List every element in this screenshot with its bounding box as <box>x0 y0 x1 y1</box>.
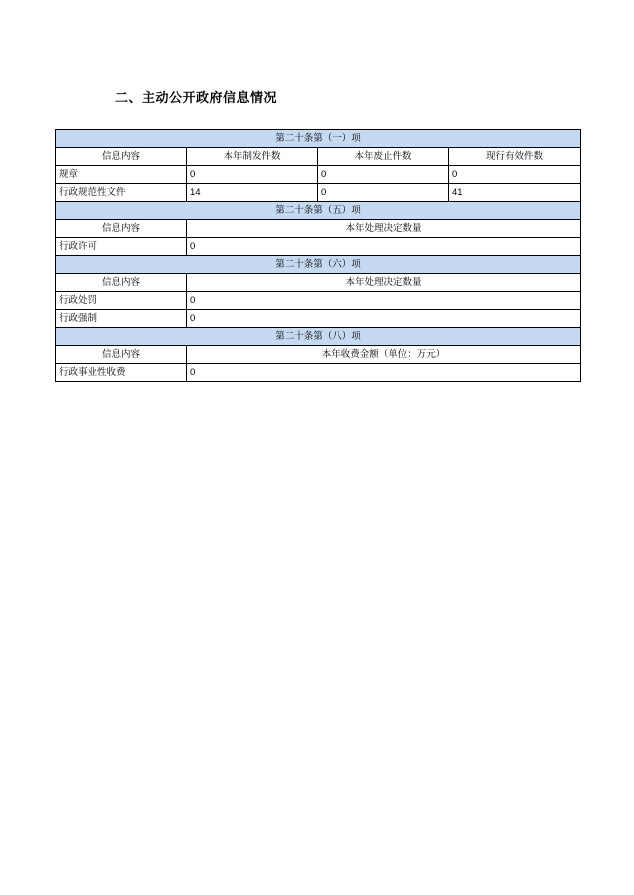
fee-value: 0 <box>187 364 581 382</box>
decision-value: 0 <box>187 238 581 256</box>
header-decision-count: 本年处理决定数量 <box>187 274 581 292</box>
article-1-title: 第二十条第（一）项 <box>56 130 581 148</box>
article-8-title-row <box>56 328 581 346</box>
row-label: 行政处罚 <box>56 292 187 310</box>
header-info-content: 信息内容 <box>56 220 187 238</box>
header-issued-count: 本年制发件数 <box>187 148 318 166</box>
decision-value: 0 <box>187 292 581 310</box>
valid-value: 41 <box>449 184 581 202</box>
disclosure-table <box>55 129 581 382</box>
article-6-header-row <box>56 274 581 292</box>
row-label: 行政规范性文件 <box>56 184 187 202</box>
table-row <box>56 184 581 202</box>
article-5-header-row <box>56 220 581 238</box>
article-1-header-row <box>56 148 581 166</box>
header-fee-amount: 本年收费金额（单位：万元） <box>187 346 581 364</box>
header-abolished-count: 本年废止件数 <box>318 148 449 166</box>
abolished-value: 0 <box>318 184 449 202</box>
article-6-title: 第二十条第（六）项 <box>56 256 581 274</box>
row-label: 行政事业性收费 <box>56 364 187 382</box>
issued-value: 14 <box>187 184 318 202</box>
article-5-title-row <box>56 202 581 220</box>
table-row <box>56 292 581 310</box>
header-valid-count: 现行有效件数 <box>449 148 581 166</box>
header-info-content: 信息内容 <box>56 274 187 292</box>
header-info-content: 信息内容 <box>56 148 187 166</box>
decision-value: 0 <box>187 310 581 328</box>
article-8-header-row <box>56 346 581 364</box>
article-1-title-row <box>56 130 581 148</box>
valid-value: 0 <box>449 166 581 184</box>
table-row <box>56 166 581 184</box>
table-row <box>56 364 581 382</box>
article-5-title: 第二十条第（五）项 <box>56 202 581 220</box>
section-heading: 二、主动公开政府信息情况 <box>115 91 278 106</box>
row-label: 规章 <box>56 166 187 184</box>
row-label: 行政强制 <box>56 310 187 328</box>
table-row <box>56 310 581 328</box>
issued-value: 0 <box>187 166 318 184</box>
article-8-title: 第二十条第（八）项 <box>56 328 581 346</box>
article-6-title-row <box>56 256 581 274</box>
abolished-value: 0 <box>318 166 449 184</box>
table-row <box>56 238 581 256</box>
header-decision-count: 本年处理决定数量 <box>187 220 581 238</box>
row-label: 行政许可 <box>56 238 187 256</box>
header-info-content: 信息内容 <box>56 346 187 364</box>
